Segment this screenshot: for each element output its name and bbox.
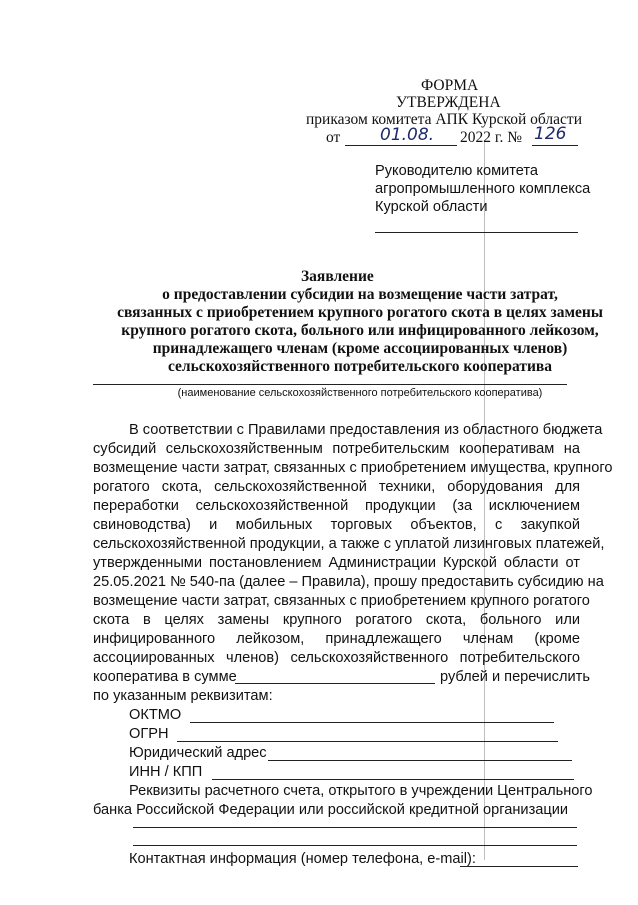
title-line-5: сельскохозяйственного потребительского кооператива: [167, 358, 553, 375]
sum-prefix: кооператива в сумме: [93, 669, 237, 685]
account-field-2[interactable]: [133, 845, 577, 846]
body-line-7: сельскохозяйственной продукции, а также с уплатой лизинговых платежей,: [93, 536, 605, 552]
date-from-label: от: [326, 129, 341, 146]
account-line-1: Реквизиты расчетного счета, открытого в учреждении Центрального: [129, 783, 593, 799]
year-number-label: 2022 г. №: [460, 129, 523, 146]
ogrn-label: ОГРН: [129, 726, 169, 742]
title-line-1: о предоставлении субсидии на возмещение части затрат,: [162, 286, 558, 303]
body-line-11: скота в целях замены крупного рогатого скота, больного или: [93, 612, 580, 628]
body-line-9: 25.05.2021 № 540-па (далее – Правила), прошу предоставить субсидию на: [93, 574, 604, 590]
body-line-12: инфицированного лейкозом, принадлежащего членам (кроме: [93, 631, 580, 647]
handwritten-date: 01.08.: [380, 125, 435, 145]
number-underline: [532, 145, 578, 146]
sum-input-line[interactable]: [235, 683, 435, 684]
title-line-4: принадлежащего членам (кроме ассоциированных членов): [152, 340, 568, 357]
inn-kpp-field[interactable]: [212, 779, 574, 780]
body-line-3: возмещение части затрат, связанных с приобретением имущества, крупного: [93, 460, 613, 476]
body-line-8: утвержденными постановлением Администрации Курской области от: [93, 555, 580, 571]
account-field-1[interactable]: [133, 827, 577, 828]
legal-address-label: Юридический адрес: [129, 745, 267, 761]
body-line-2: субсидий сельскохозяйственным потребительским кооперативам на: [93, 441, 580, 457]
body-line-4: рогатого скота, сельскохозяйственной техники, оборудования для: [93, 479, 580, 495]
body-line-5: переработки сельскохозяйственной продукции (за исключением: [93, 498, 580, 514]
body-line-10: возмещение части затрат, связанных с приобретением крупного рогатого: [93, 593, 590, 609]
cooperative-name-caption: (наименование сельскохозяйственного потребительского кооператива): [177, 387, 543, 399]
cooperative-name-line: [93, 384, 567, 385]
addressee-signature-line: [375, 232, 578, 233]
date-underline: [345, 145, 457, 146]
form-label: ФОРМА: [421, 77, 479, 94]
body-line-6: свиноводства) и мобильных торговых объектов, с закупкой: [93, 517, 580, 533]
handwritten-number: 126: [534, 124, 567, 144]
oktmo-label: ОКТМО: [129, 707, 182, 723]
body-line-13: ассоциированных членов) сельскохозяйственного потребительского: [93, 650, 580, 666]
document-title: Заявление: [301, 268, 374, 285]
legal-address-field[interactable]: [268, 760, 572, 761]
account-line-2: банка Российской Федерации или российской кредитной организации: [93, 802, 569, 818]
order-label: приказом комитета АПК Курской области: [306, 111, 582, 128]
title-line-2: связанных с приобретением крупного рогатого скота в целях замены: [117, 304, 603, 321]
addressee-line-1: Руководителю комитета: [375, 163, 539, 179]
title-line-3: крупного рогатого скота, больного или инфицированного лейкозом,: [121, 322, 599, 339]
sum-suffix: рублей и перечислить: [440, 669, 590, 685]
body-line-1: В соответствии с Правилами предоставления из областного бюджета: [129, 422, 603, 438]
oktmo-field[interactable]: [190, 722, 554, 723]
contact-label: Контактная информация (номер телефона, e-mail):: [129, 851, 476, 867]
requisites-intro: по указанным реквизитам:: [93, 688, 273, 704]
addressee-line-2: агропромышленного комплекса: [375, 181, 591, 197]
approved-label: УТВЕРЖДЕНА: [396, 94, 501, 111]
ogrn-field[interactable]: [177, 741, 558, 742]
contact-field[interactable]: [460, 866, 578, 867]
addressee-line-3: Курской области: [375, 199, 488, 215]
inn-kpp-label: ИНН / КПП: [129, 764, 203, 780]
